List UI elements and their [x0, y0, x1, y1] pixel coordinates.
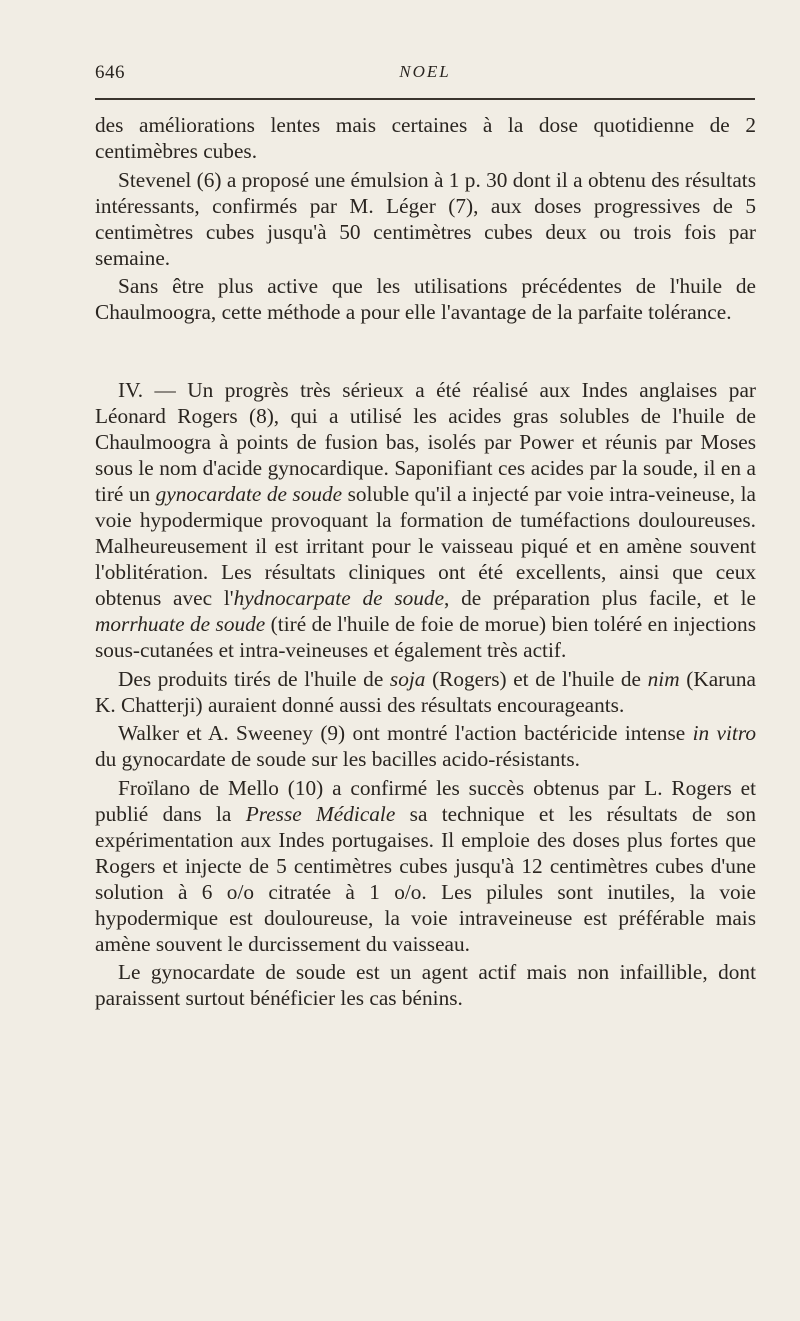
header-rule [95, 98, 755, 100]
running-title: NOEL [399, 62, 451, 81]
paragraph-8: Le gynocardate de soude est un agent actif mais non infaillible, dont paraissent surtout bénéficier les cas bénins. [95, 960, 756, 1010]
term-soja: soja [389, 666, 426, 691]
paragraph-2: Stevenel (6) a proposé une émulsion à 1 p. 30 dont il a obtenu des résultats intéressants, confirmés par M. Léger (7), aux doses progressives de 5 centimètres cubes jusqu'à 50 centimètres cubes deux ou trois fois par semaine. [95, 167, 756, 270]
page-header [95, 62, 755, 88]
page-number: 646 [95, 62, 125, 83]
term-morrhuate: morrhuate de soude [95, 612, 266, 636]
paragraph-6: Walker et A. Sweeney (9) ont montré l'action bactéricide intense in vitro du gynocardate de soude sur les bacilles acido-résistants. [95, 721, 756, 771]
paragraph-4-section-iv: IV. — Un progrès très sérieux a été réalisé aux Indes anglaises par Léonard Rogers (8), qui a utilisé les acides gras solubles de l'huile de Chaulmoogra à points de fusion bas, isolés par Power et réunis par Moses sous le nom d'acide gynocardique. Saponifiant ces acides par la soude, il en a tiré un gynocardate de soude soluble qu'il a injecté par voie intra-veineuse, la voie hypodermique provoquant la formation de tuméfactions douloureuses. Malheureusement il est irritant pour le vaisseau piqué et en amène souvent l'oblitération. Les résultats cliniques ont été excellents, ainsi que ceux obtenus avec l'hydnocarpate de soude, de préparation plus facile, et le morrhuate de soude (tiré de l'huile de foie de morue) bien toléré en injections sous-cutanées et intra-veineuses et également très actif. [95, 378, 756, 662]
term-hydnocarpate: hydnocarpate de soude [233, 586, 445, 610]
term-in-vitro: in vitro [692, 721, 756, 745]
paragraph-7: Froïlano de Mello (10) a confirmé les succès obtenus par L. Rogers et publié dans la Presse Médicale sa technique et les résultats de son expérimentation aux Indes portugaises. Il emploie des doses plus fortes que Rogers et injecte de 5 centimètres cubes jusqu'à 12 centimètres cubes d'une solution à 6 o/o citratée à 1 o/o. Les pilules sont inutiles, la voie hypodermique est douloureuse, la voie intraveineuse est préférable mais amène souvent le durcissement du vaisseau. [95, 775, 756, 956]
paragraph-5: Des produits tirés de l'huile de soja (Rogers) et de l'huile de nim (Karuna K. Chatterji) auraient donné aussi des résultats encourageants. [95, 666, 757, 717]
paragraph-1: des améliorations lentes mais certaines à la dose quotidienne de 2 centimèbres cubes. [95, 113, 756, 163]
term-presse-medicale: Presse Médicale [245, 801, 396, 826]
term-gynocardate: gynocardate de soude [155, 482, 343, 506]
body-text [95, 112, 756, 1011]
term-nim: nim [647, 666, 680, 691]
paragraph-3: Sans être plus active que les utilisations précédentes de l'huile de Chaulmoogra, cette méthode a pour elle l'avantage de la parfaite tolérance. [95, 274, 756, 324]
